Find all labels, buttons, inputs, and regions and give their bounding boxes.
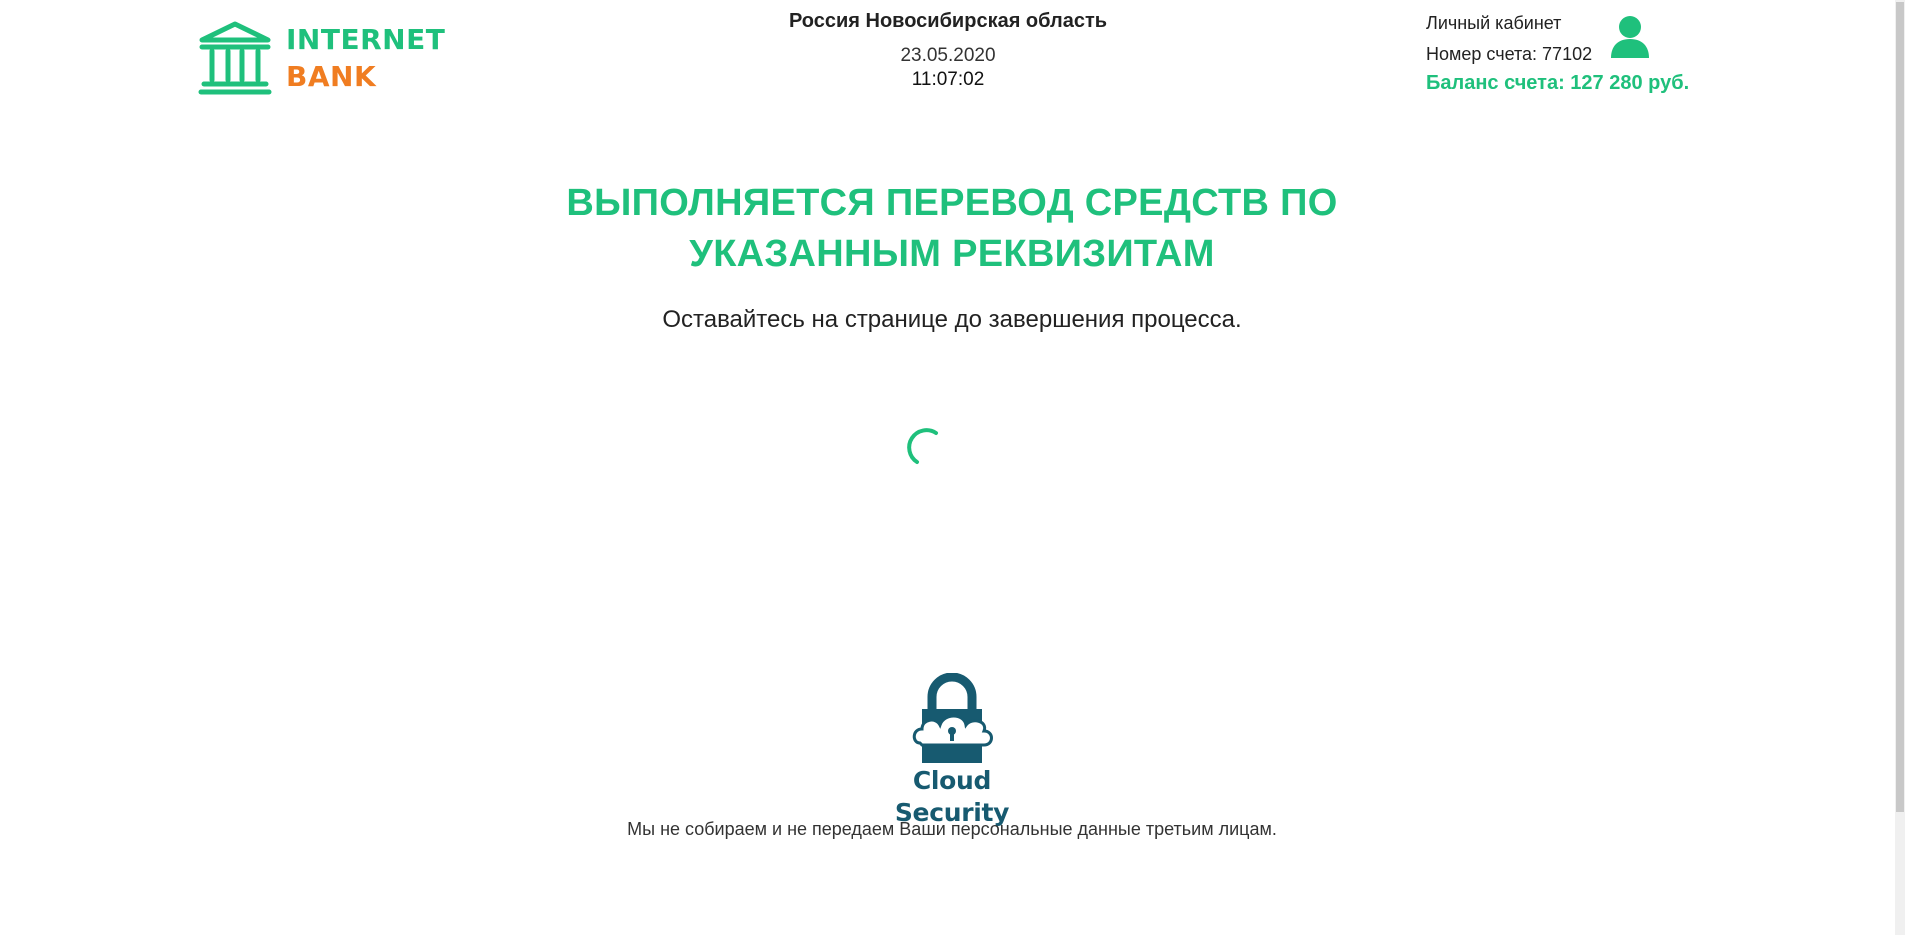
account-balance: Баланс счета: 127 280 руб. (1426, 72, 1690, 94)
header-info (748, 8, 1148, 93)
loading-spinner-icon (900, 424, 950, 474)
account-number: Номер счета: 77102 (1426, 44, 1593, 64)
page-subtitle: Оставайтесь на странице до завершения процесса. (662, 306, 1242, 333)
security-title: Cloud Security (894, 766, 1010, 827)
region-label: Россия Новосибирская область (788, 10, 1108, 32)
user-icon[interactable] (1609, 14, 1651, 60)
brand-logo[interactable] (198, 20, 445, 96)
brand-name-line2: BANK (286, 60, 377, 93)
current-time: 11:07:02 (911, 69, 985, 90)
personal-cabinet-link[interactable]: Личный кабинет (1426, 13, 1562, 33)
cloud-security-badge (852, 673, 1052, 827)
scrollbar-thumb[interactable] (1896, 2, 1904, 812)
privacy-note: Мы не собираем и не передаем Ваши персональные данные третьим лицам. (627, 819, 1277, 839)
bank-building-icon (198, 20, 272, 96)
brand-name-line1: INTERNET (286, 23, 446, 56)
cloud-lock-icon (910, 673, 994, 765)
current-date: 23.05.2020 (900, 45, 996, 66)
page-title: ВЫПОЛНЯЕТСЯ ПЕРЕВОД СРЕДСТВ ПО УКАЗАННЫМ РЕКВИЗИТАМ (566, 182, 1338, 275)
scrollbar[interactable] (1895, 0, 1905, 935)
